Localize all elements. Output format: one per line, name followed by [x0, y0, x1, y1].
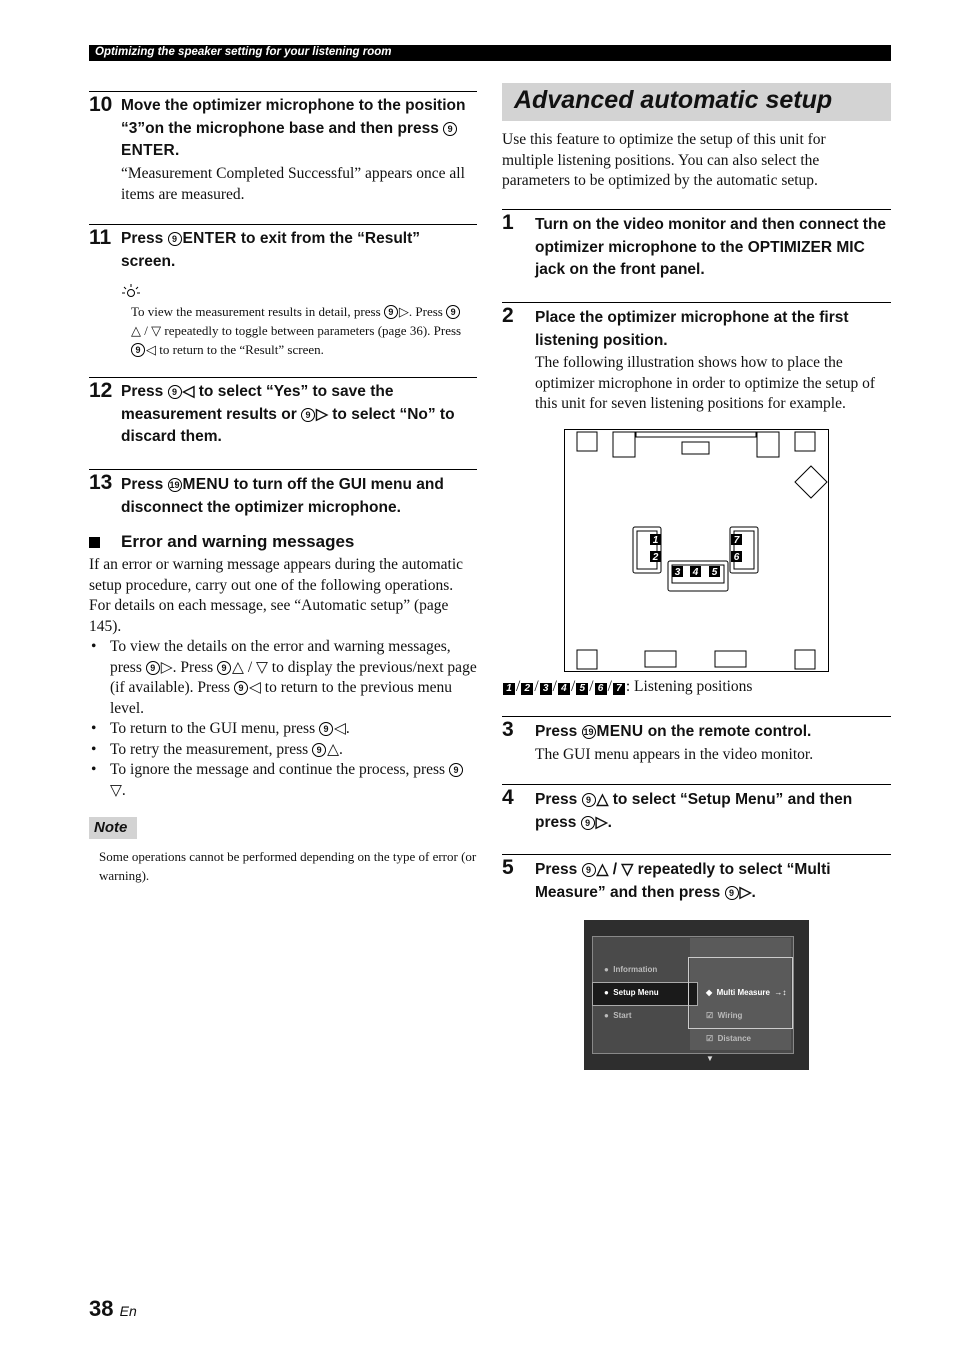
divider: [502, 209, 891, 210]
step-heading: Turn on the video monitor and then connect the optimizer microphone to the OPTIMIZER MIC jack on the front panel.: [535, 216, 887, 278]
divider: [502, 302, 891, 303]
divider: [89, 377, 477, 378]
step-number: 4: [502, 786, 514, 809]
gui-submenu-item: ☑ Distance: [706, 1034, 751, 1043]
step-number: 1: [502, 211, 514, 234]
step-heading: Press 9 ENTER to exit from the “Result” screen.: [121, 230, 421, 270]
speaker: [795, 432, 815, 451]
speaker: [757, 432, 779, 457]
position-label: 3: [674, 567, 681, 578]
step-body: The GUI menu appears in the video monitor.: [535, 746, 814, 763]
position-label: 4: [692, 567, 699, 578]
square-bullet-icon: [89, 537, 100, 548]
intro-paragraph: Use this feature to optimize the setup of this unit for multiple listening positions. You can also select the parameters to be optimized by the automatic setup.: [502, 131, 826, 189]
divider: [89, 469, 477, 470]
screen: [636, 432, 756, 437]
divider: [502, 784, 891, 785]
gui-submenu-item: ◆ Multi Measure →↕: [706, 988, 787, 997]
speaker: [613, 432, 635, 457]
divider: [89, 91, 477, 92]
key-9-icon: 9: [443, 122, 457, 136]
step-heading: Press 9 △ / ▽ repeatedly to select “Multi Measure” and then press 9 ▷.: [535, 861, 831, 901]
step-number: 2: [502, 304, 514, 327]
position-label: 5: [711, 567, 718, 578]
list-item: • To retry the measurement, press 9 △.: [89, 740, 477, 761]
list-item: • To ignore the message and continue the process, press 9▽.: [89, 760, 477, 801]
header-bar: [89, 45, 891, 61]
divider: [89, 224, 477, 225]
step-heading: Press 19 MENU to turn off the GUI menu and disconnect the optimizer microphone.: [121, 476, 444, 516]
note-text: Some operations cannot be performed depending on the type of error (or warning).: [99, 849, 477, 883]
gui-menu-item: ● Start: [604, 1011, 632, 1020]
paragraph: If an error or warning message appears during the automatic setup procedure, carry out one of the following operations. For details on each message, see “Automatic setup” (page 145).: [89, 556, 464, 635]
center-speaker: [682, 442, 709, 454]
step-body: The following illustration shows how to place the optimizer microphone in order to optimize the setup of this unit for seven listening positions for example.: [535, 354, 876, 412]
bullet-list: [89, 637, 477, 801]
speaker: [795, 650, 815, 669]
step-body: “Measurement Completed Successful” appears once all items are measured.: [121, 165, 465, 203]
position-label: 7: [733, 535, 740, 546]
listening-room-diagram: [564, 429, 830, 673]
step-number: 3: [502, 718, 514, 741]
step-number: 11: [89, 226, 112, 249]
speaker: [645, 651, 676, 667]
diagram-caption: 1 / 2 / 3 / 4 / 5 / 6 / 7 : Listening positions: [502, 677, 891, 698]
position-label: 1: [652, 535, 659, 546]
list-item: • To view the details on the error and warning messages, press 9 ▷. Press 9 △ / ▽ to display the previous/next page (if available). Press 9 ◁ to return to the previous menu level.: [89, 637, 477, 719]
divider: [502, 716, 891, 717]
section-title: Optimizing the speaker setting for your listening room: [95, 46, 392, 58]
step-heading: Press 9 ◁ to select “Yes” to save the measurement results or 9 ▷ to select “No” to discard them.: [121, 383, 455, 445]
section-heading: Error and warning messages: [121, 532, 355, 551]
step-number: 10: [89, 93, 113, 116]
page-number: 38 En: [89, 1296, 137, 1321]
step-number: 13: [89, 471, 113, 494]
gui-menu-item: ● Information: [604, 965, 658, 974]
step-number: 5: [502, 856, 514, 879]
step-heading: Press 9 △ to select “Setup Menu” and then press 9 ▷.: [535, 791, 853, 831]
position-label: 6: [733, 552, 740, 563]
note-label: Note: [89, 817, 137, 839]
key-9-icon: 9: [168, 232, 182, 246]
speaker: [577, 432, 597, 451]
step-heading: Press 19 MENU on the remote control.: [535, 723, 812, 740]
step-number: 12: [89, 379, 113, 402]
speaker: [577, 650, 597, 669]
key-19-icon: 19: [169, 480, 180, 490]
key-19-icon: 19: [583, 727, 594, 737]
gui-screenshot: [584, 920, 809, 1070]
step-heading: Move the optimizer microphone to the position “3”on the microphone base and then press 9ENTER.: [121, 97, 466, 159]
page-title: Advanced automatic setup: [502, 83, 891, 121]
tip-text: To view the measurement results in detail, press 9 ▷. Press 9△ / ▽ repeatedly to toggle between parameters (page 36). Press 9 ◁ to return to the “Result” screen.: [131, 304, 462, 357]
step-heading: Place the optimizer microphone at the first listening position.: [535, 309, 849, 349]
position-label: 2: [652, 552, 659, 563]
divider: [502, 854, 891, 855]
list-item: • To return to the GUI menu, press 9 ◁.: [89, 719, 477, 740]
speaker: [715, 651, 746, 667]
gui-submenu-item: ☑ Wiring: [706, 1011, 743, 1020]
scroll-down-icon: ▼: [706, 1054, 714, 1063]
gui-menu-item: ● Setup Menu: [604, 988, 659, 997]
tip-icon: [121, 283, 141, 301]
